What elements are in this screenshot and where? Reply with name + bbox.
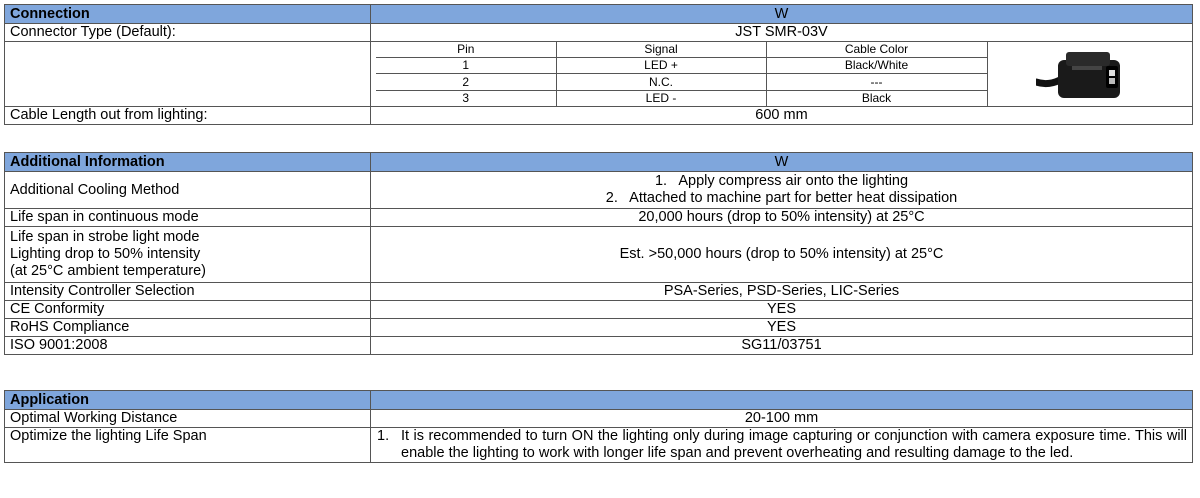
iso-value: SG11/03751 — [371, 337, 1193, 355]
connection-table — [4, 4, 1193, 125]
connection-header-value: W — [371, 5, 1193, 24]
lifespan-label: Optimize the lighting Life Span — [5, 428, 371, 463]
table-row — [376, 74, 987, 90]
signal-cell: N.C. — [556, 74, 766, 90]
signal-cell: LED + — [556, 58, 766, 74]
table-row — [376, 58, 987, 74]
additional-header: Additional Information — [5, 153, 371, 172]
cooling-list — [376, 173, 1187, 207]
pin-header: Pin — [376, 42, 556, 58]
distance-value: 20-100 mm — [371, 410, 1193, 428]
pin-cell: 1 — [376, 58, 556, 74]
cable-color-cell: Black/White — [766, 58, 987, 74]
pin-cell: 2 — [376, 74, 556, 90]
cable-color-header: Cable Color — [766, 42, 987, 58]
list-item: 1. Apply compress air onto the lighting — [654, 173, 909, 189]
distance-label: Optimal Working Distance — [5, 410, 371, 428]
controller-value: PSA-Series, PSD-Series, LIC-Series — [371, 283, 1193, 301]
pin-table — [376, 42, 988, 106]
cable-color-cell: Black — [766, 90, 987, 106]
pin-table-header-row — [376, 42, 987, 58]
pin-table-cell — [371, 42, 1193, 107]
application-table — [4, 390, 1193, 463]
lifespan-number: 1. — [377, 428, 390, 444]
lifespan-text: It is recommended to turn ON the lighting only during image capturing or conjunction with camera exposure time. This will enable the lighting to work with longer life span and prevent overheating and resulting damage to the led. — [401, 428, 1187, 461]
iso-label: ISO 9001:2008 — [5, 337, 371, 355]
rohs-label: RoHS Compliance — [5, 319, 371, 337]
ce-value: YES — [371, 301, 1193, 319]
connector-type-value: JST SMR-03V — [371, 24, 1193, 42]
pin-table-spacer — [5, 42, 371, 107]
controller-label: Intensity Controller Selection — [5, 283, 371, 301]
signal-header: Signal — [556, 42, 766, 58]
pin-cell: 3 — [376, 90, 556, 106]
table-row — [376, 90, 987, 106]
life-strobe-label-line: Lighting drop to 50% intensity — [10, 246, 201, 262]
life-strobe-label-line: Life span in strobe light mode — [10, 229, 200, 245]
signal-cell: LED - — [556, 90, 766, 106]
additional-header-value: W — [371, 153, 1193, 172]
rohs-value: YES — [371, 319, 1193, 337]
cable-color-cell: --- — [766, 74, 987, 90]
life-strobe-label — [5, 227, 371, 283]
connector-type-label: Connector Type (Default): — [5, 24, 371, 42]
lifespan-value — [371, 428, 1193, 463]
life-strobe-label-line: (at 25°C ambient temperature) — [10, 263, 206, 279]
connection-header: Connection — [5, 5, 371, 24]
connector-plug-icon — [1036, 46, 1146, 102]
life-continuous-value: 20,000 hours (drop to 50% intensity) at 25°C — [371, 209, 1193, 227]
cooling-value — [371, 172, 1193, 209]
cable-length-value: 600 mm — [371, 107, 1193, 125]
cable-length-label: Cable Length out from lighting: — [5, 107, 371, 125]
life-continuous-label: Life span in continuous mode — [5, 209, 371, 227]
list-item: 2. Attached to machine part for better heat dissipation — [605, 190, 958, 206]
life-strobe-value: Est. >50,000 hours (drop to 50% intensity) at 25°C — [371, 227, 1193, 283]
ce-label: CE Conformity — [5, 301, 371, 319]
cooling-label: Additional Cooling Method — [5, 172, 371, 209]
application-header: Application — [5, 391, 371, 410]
additional-info-table — [4, 152, 1193, 355]
application-header-value — [371, 391, 1193, 410]
